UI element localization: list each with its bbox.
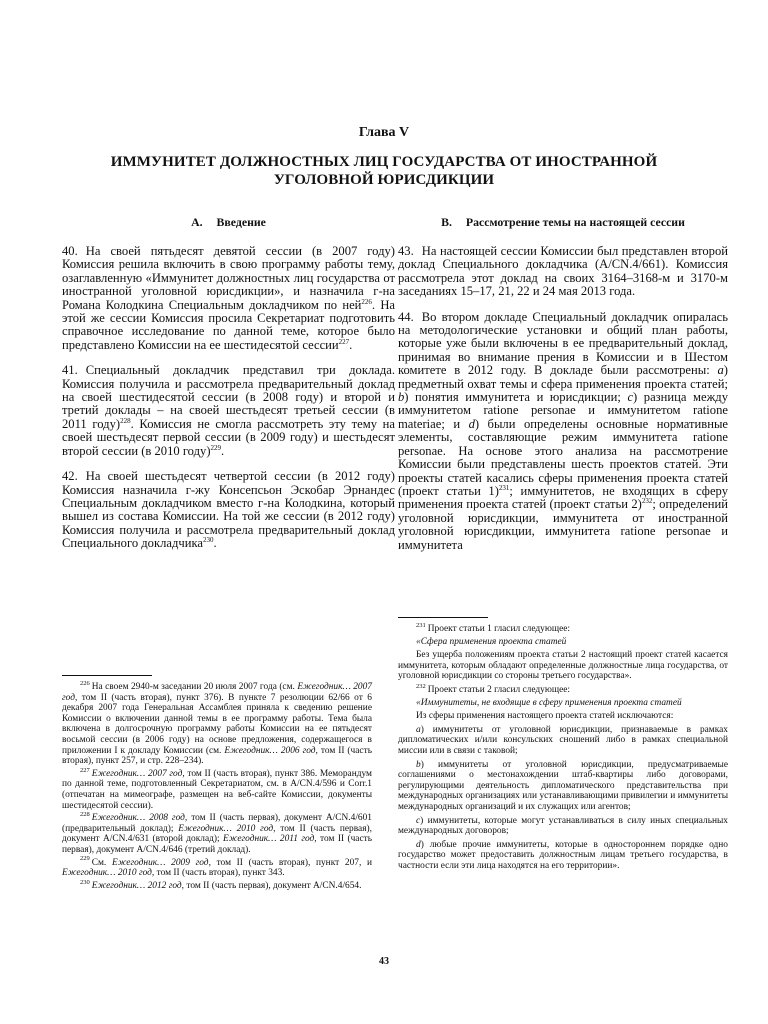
left-column xyxy=(62,215,395,563)
paragraph-44: 44. Во втором докладе Специальный докладчик опиралась на методологические установки и общий план работы, которые уже были включены в ее предварительный доклад, принимая во внимание прения в Комиссии и в Шестом комитете в 2012 году. В докладе были рассмотрены: a) предметный охват темы и сфера применения проекта статей; b) понятия иммунитета и юрисдикции; c) разница между иммунитетом ratione personae и иммунитетом ratione materiae; и d) были определены основные нормативные элементы, составляющие режим иммунитета ratione personae. На основе этого анализа на рассмотрение Комиссии были представлены шесть проектов статей. Эти проекты статей касались сферы применения проекта статей (проект статьи 1)$^{231}$; иммунитетов, не входящих в сферу применения проекта статей (проект статьи 2)$^{232}$; определений уголовной юрисдикции, иммунитета от иностранной уголовной юрисдикции, иммунитета ratione personae и иммунитета xyxy=(398,309,729,552)
paragraph-43: 43. На настоящей сессии Комиссии был представлен второй доклад Специального докладчика (A/CN.4/661). Комиссия рассмотрела этот доклад на своих 3164–3168-м и 3170-м заседаниях 15–17, 21, 22 и 24 мая 2013 года. xyxy=(398,244,728,299)
footnote-229: $^{229}$ См. Ежегодник… 2009 год, том II (часть вторая), пункт 207, и Ежегодник… 2010 год, том II (часть вторая), пункт 343. xyxy=(62,855,373,879)
footnote-ref-227[interactable]: 227 xyxy=(338,337,350,346)
footnote-231-body: Без ущерба положениям проекта статьи 2 настоящий проект статей касается иммунитета, которым обладают определенные должностные лица государства, от уголовной юрисдикции со стороны третьего государства». xyxy=(398,650,728,682)
footnote-ref-231[interactable]: 231 xyxy=(498,483,510,492)
page-number: 43 xyxy=(379,956,389,967)
footnote-227: $^{227}$ Ежегодник… 2007 год, том II (часть вторая), пункт 386. Меморандум по данной теме, подготовленный Секретариатом, см. в A/CN.4/596 и Corr.1 (отпечатан на мимеографе, размещен на веб-сайте Комиссии, документы шестидесятой сессии). xyxy=(62,766,372,811)
footnote-separator xyxy=(398,617,488,618)
footnote-separator xyxy=(62,675,152,676)
section-b-title: Рассмотрение темы на настоящей сессии xyxy=(465,215,685,229)
chapter-title xyxy=(60,153,708,189)
paragraph-number: 41. xyxy=(62,363,78,378)
footnote-228: $^{228}$ Ежегодник… 2008 год, том II (часть первая), документ A/CN.4/601 (предварительный доклад); Ежегодник… 2010 год, том II (часть первая), документ A/CN.4/631 (второй доклад); Ежегодник… 2011 год, том II (часть первая), документ A/CN.4/646 (третий доклад). xyxy=(62,811,372,855)
chapter-title-line-1: ИММУНИТЕТ ДОЛЖНОСТНЫХ ЛИЦ ГОСУДАРСТВА ОТ ИНОСТРАННОЙ xyxy=(110,154,658,170)
chapter-heading: Глава V xyxy=(358,125,410,140)
footnote-ref-228[interactable]: 228 xyxy=(120,416,131,425)
section-a-title: Введение xyxy=(216,215,266,229)
footnote-231-heading: «Сфера применения проекта статей xyxy=(416,636,567,647)
footnote-230: $^{230}$ Ежегодник… 2012 год, том II (часть первая), документ A/CN.4/654. xyxy=(80,878,362,891)
footnotes-right xyxy=(398,617,728,874)
paragraph-number: 43. xyxy=(398,244,414,258)
right-column xyxy=(398,215,728,564)
footnote-232-item-d: d) любые прочие иммунитеты, которые в одностороннем порядке одно государство может предоставить должностным лицам третьего государства, в частности если эти лица находятся на его территории». xyxy=(398,839,728,871)
footnote-232-lead: Из сферы применения настоящего проекта статей исключаются: xyxy=(416,711,674,722)
section-a-number: A. xyxy=(191,215,203,229)
footnote-232-item-a: a) иммунитеты от уголовной юрисдикции, признаваемые в рамках дипломатических и/или консульских сношений либо в рамках специальной миссии или в связи с таковой; xyxy=(398,724,728,756)
section-b-number: B. xyxy=(441,215,452,229)
footnote-ref-229[interactable]: 229 xyxy=(210,443,222,452)
footnote-231: $^{231}$ Проект статьи 1 гласил следующее: xyxy=(416,621,570,634)
footnotes-left xyxy=(62,675,372,893)
footnote-232: $^{232}$ Проект статьи 2 гласил следующее: xyxy=(416,682,570,695)
footnote-232-heading: «Иммунитеты, не входящие в сферу применения проекта статей xyxy=(416,697,682,708)
footnote-232-item-b: b) иммунитеты от уголовной юрисдикции, предусматриваемые соглашениями о местонахождении штаб-квартиры либо договорами, регулирующими деятельность дипломатического представительства при международных организациях или устанавливающими привилегии и иммунитеты международных организаций и их служащих или агентов; xyxy=(398,759,728,812)
paragraph-number: 42. xyxy=(62,469,78,484)
paragraph-number: 44. xyxy=(398,309,414,324)
paragraph-number: 40. xyxy=(62,244,78,258)
section-b-heading xyxy=(398,215,728,230)
paragraph-42: 42. На своей шестьдесят четвертой сессии (в 2012 году) Комиссия назначила г-жу Консепсьон Эскобар Эрнандес Специальным докладчиком вместо г-на Колодкина, который вышел из состава Комиссии. На той же сессии (в 2012 году) Комиссия получила и рассмотрела предварительный доклад Специального докладчика$^{230}$. xyxy=(62,469,395,551)
paragraph-40: 40. На своей пятьдесят девятой сессии (в 2007 году) Комиссия решила включить в свою программу работы тему, озаглавленную «Иммунитет должностных лиц государства от иностранной уголовной юрисдикции», и назначила г-на Романа Колодкина Специальным докладчиком по ней$^{226}$. На этой же сессии Комиссия просила Секретариат подготовить справочное исследование по данной теме, которое было представлено Комиссии на ее шестидесятой сессии$^{227}$. xyxy=(62,244,396,352)
paragraph-41: 41. Специальный докладчик представил три доклада. Комиссия получила и рассмотрела предварительный доклад на своей шестидесятой сессии (в 2008 году) и второй и третий доклады – на своей шестьдесят третьей сессии (в 2011 году)$^{228}$. Комиссия не смогла рассмотреть эту тему на своей шестьдесят первой сессии (в 2009 году) и шестьдесят второй сессии (в 2010 году)$^{229}$. xyxy=(62,363,395,458)
footnote-ref-232[interactable]: 232 xyxy=(641,497,653,506)
footnote-232-item-c: c) иммунитеты, которые могут устанавливаться в силу иных специальных международных договоров; xyxy=(398,815,728,837)
footnote-226: $^{226}$ На своем 2940-м заседании 20 июля 2007 года (см. Ежегодник… 2007 год, том II (часть вторая), пункт 376). В пункте 7 резолюции 62/66 от 6 декабря 2007 года Генеральная Ассамблея приняла к сведению решение Комиссии о включении данной темы в ее программу работы. Тема была включена в долгосрочную программу работы Комиссии на ее пятьдесят восьмой сессии (в 2006 году) на основе предложения, содержащегося в приложении I к докладу Комиссии (см. Ежегодник… 2006 год, том II (часть вторая), пункт 257, и стр. 228–234). xyxy=(62,679,372,767)
footnote-ref-226[interactable]: 226 xyxy=(361,297,372,306)
section-a-heading xyxy=(62,215,395,230)
footnote-ref-230[interactable]: 230 xyxy=(202,535,214,544)
chapter-title-line-2: УГОЛОВНОЙ ЮРИСДИКЦИИ xyxy=(273,172,495,188)
